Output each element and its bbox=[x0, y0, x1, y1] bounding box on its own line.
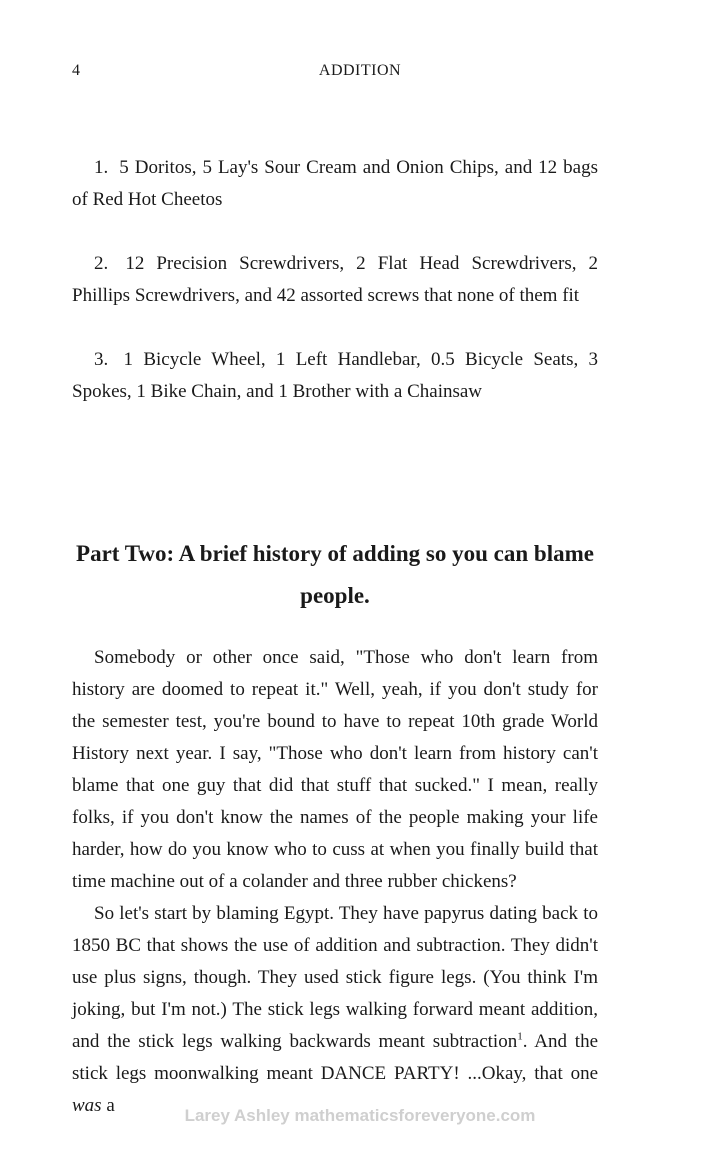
page-number: 4 bbox=[72, 62, 80, 79]
list-item bbox=[72, 344, 598, 408]
list-item-number: 1. bbox=[94, 157, 109, 178]
list-item bbox=[72, 248, 598, 312]
list-item-text: 12 Precision Screwdrivers, 2 Flat Head Screwdrivers, 2 Phillips Screwdrivers, and 42 assorted screws that none of them fit bbox=[72, 253, 599, 306]
paragraph-text: . And the stick legs moonwalking meant DANCE PARTY! ...Okay, that one bbox=[72, 1031, 599, 1084]
paragraph bbox=[72, 898, 598, 1122]
list-item-number: 3. bbox=[94, 349, 109, 370]
section-heading: Part Two: A brief history of adding so you can blame people. bbox=[76, 541, 594, 609]
page-header bbox=[0, 62, 720, 86]
running-title: ADDITION bbox=[318, 62, 402, 79]
body-text bbox=[72, 642, 598, 1122]
footnote-marker[interactable]: 1 bbox=[517, 1030, 523, 1043]
paragraph-text: So let's start by blaming Egypt. They have papyrus dating back to 1850 BC that shows the use of addition and subtraction. They didn't use plus signs, though. They used stick figure legs. (You think I'm joking, but I'm not.) The stick legs walking forward meant addition, and the stick legs walking backwards meant subtraction bbox=[72, 903, 598, 1052]
paragraph-text: a bbox=[101, 1095, 115, 1116]
list-item bbox=[72, 152, 598, 216]
list-item-text: 1 Bicycle Wheel, 1 Left Handlebar, 0.5 Bicycle Seats, 3 Spokes, 1 Bike Chain, and 1 Brother with a Chainsaw bbox=[72, 349, 599, 402]
emphasis: was bbox=[72, 1095, 102, 1116]
numbered-list bbox=[72, 152, 598, 440]
paragraph: Somebody or other once said, "Those who don't learn from history are doomed to repeat it." Well, yeah, if you don't study for the semester test, you're bound to have to repeat 10th grade World History next year. I say, "Those who don't learn from history can't blame that one guy that did that stuff that sucked." I mean, really folks, if you don't know the names of the people making your life harder, how do you know who to cuss at when you finally build that time machine out of a colander and three rubber chickens? bbox=[72, 647, 598, 892]
list-item-text: 5 Doritos, 5 Lay's Sour Cream and Onion Chips, and 12 bags of Red Hot Cheetos bbox=[72, 157, 598, 210]
list-item-number: 2. bbox=[94, 253, 109, 274]
watermark: Larey Ashley mathematicsforeveryone.com bbox=[184, 1106, 536, 1125]
